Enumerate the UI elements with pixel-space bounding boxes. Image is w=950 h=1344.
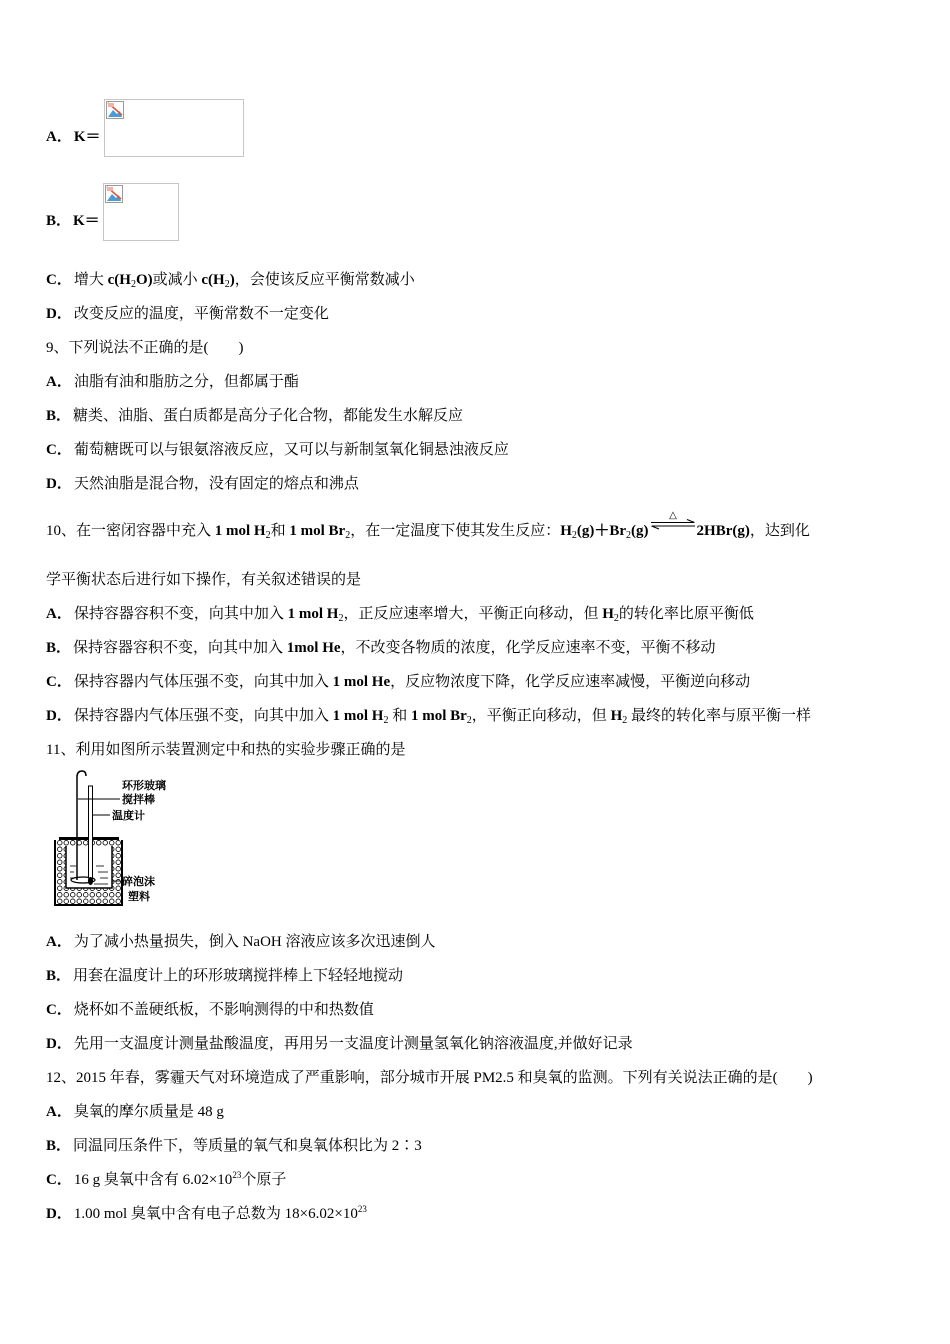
broken-image-icon bbox=[106, 101, 124, 119]
option-text bbox=[74, 272, 415, 288]
text-run: 油脂有油和脂肪之分，但都属于酯 bbox=[73, 374, 299, 390]
option-text bbox=[73, 640, 716, 656]
option-text bbox=[74, 374, 299, 390]
bold-text: K＝ bbox=[73, 129, 101, 145]
q12-option-d bbox=[46, 1204, 367, 1224]
q9-option-a bbox=[46, 372, 299, 392]
option-label: C． bbox=[46, 272, 72, 288]
option-label: D． bbox=[46, 1036, 72, 1052]
subscript: 2 bbox=[466, 715, 472, 726]
option-label: B． bbox=[46, 408, 72, 424]
bold-text: c(H bbox=[201, 272, 225, 288]
question-stem bbox=[46, 1070, 813, 1086]
subscript: 2 bbox=[224, 279, 230, 290]
option-label: C． bbox=[46, 1002, 72, 1018]
option-label: D． bbox=[46, 708, 72, 724]
q12-option-c bbox=[46, 1170, 286, 1190]
text-run: ，平衡正向移动，但 bbox=[471, 708, 611, 724]
subscript: 2 bbox=[130, 279, 136, 290]
figure-label-stirring-rod: 搅拌棒 bbox=[122, 794, 155, 806]
text-run: 或减小 bbox=[152, 272, 202, 288]
text-run: 11、利用如图所示装置测定中和热的实验步骤正确的是 bbox=[46, 742, 406, 758]
text-run: 16 g 臭氧中含有 6.02×10 bbox=[73, 1172, 233, 1188]
option-text bbox=[74, 674, 750, 690]
text-run: 个原子 bbox=[241, 1172, 287, 1188]
text-run: 保持容器容积不变，向其中加入 bbox=[73, 640, 287, 656]
option-label: D． bbox=[46, 476, 72, 492]
text-run: 最终的转化率与原平衡一样 bbox=[627, 708, 811, 724]
option-text bbox=[73, 1138, 422, 1154]
option-label: A． bbox=[46, 374, 72, 390]
text-run: 保持容器内气体压强不变，向其中加入 bbox=[73, 674, 333, 690]
option-label: C． bbox=[46, 1172, 72, 1188]
formula-image-a bbox=[104, 99, 244, 157]
question-stem bbox=[46, 572, 361, 588]
figure-label-plastic: 塑料 bbox=[128, 891, 150, 903]
option-label: C． bbox=[46, 674, 72, 690]
text-run: 1.00 mol 臭氧中含有电子总数为 18×6.02×10 bbox=[73, 1206, 358, 1222]
option-text bbox=[74, 442, 509, 458]
text-run: 烧杯如不盖硬纸板，不影响测得的中和热数值 bbox=[73, 1002, 374, 1018]
q12-option-a bbox=[46, 1102, 224, 1122]
option-text bbox=[74, 476, 359, 492]
q9-option-d bbox=[46, 474, 359, 494]
bold-text: c(H bbox=[107, 272, 131, 288]
subscript: 2 bbox=[345, 530, 351, 541]
q10-option-d bbox=[46, 706, 811, 726]
text-run: 增大 bbox=[73, 272, 108, 288]
text-run: 改变反应的温度，平衡常数不一定变化 bbox=[73, 306, 329, 322]
bold-text: 1 mol He bbox=[332, 674, 391, 690]
option-label: A． bbox=[46, 934, 72, 950]
q9-option-b bbox=[46, 406, 463, 426]
bold-text: 1 mol Br bbox=[289, 523, 346, 539]
option-text bbox=[74, 1172, 286, 1188]
text-run: 为了减小热量损失，倒入 NaOH 溶液应该多次迅速倒人 bbox=[73, 934, 436, 950]
option-label: D． bbox=[46, 306, 72, 322]
option-label: B． bbox=[46, 968, 72, 984]
text-run: 臭氧的摩尔质量是 48 g bbox=[73, 1104, 224, 1120]
subscript: 2 bbox=[571, 530, 577, 541]
thermometer bbox=[89, 786, 93, 878]
text-run: 的转化率比原平衡低 bbox=[618, 606, 754, 622]
bold-text: 1 mol H bbox=[332, 708, 384, 724]
q9-option-c bbox=[46, 440, 509, 460]
q11-stem bbox=[46, 740, 405, 760]
text-run: 9、下列说法不正确的是( ) bbox=[46, 340, 244, 356]
option-text bbox=[74, 606, 754, 622]
q12-stem bbox=[46, 1068, 813, 1088]
text-run: 10、在一密闭容器中充入 bbox=[46, 523, 215, 539]
text-run: 保持容器内气体压强不变，向其中加入 bbox=[73, 708, 333, 724]
option-label: C． bbox=[46, 442, 72, 458]
subscript: 2 bbox=[613, 613, 619, 624]
text-run: 天然油脂是混合物，没有固定的熔点和沸点 bbox=[73, 476, 359, 492]
bold-text: O) bbox=[135, 272, 153, 288]
text-run: 用套在温度计上的环形玻璃搅拌棒上下轻轻地搅动 bbox=[73, 968, 404, 984]
option-text bbox=[74, 934, 436, 950]
question-stem-continued bbox=[697, 523, 810, 539]
text-run: 糖类、油脂、蛋白质都是高分子化合物，都能发生水解反应 bbox=[73, 408, 464, 424]
option-text bbox=[73, 968, 403, 984]
question-stem bbox=[46, 742, 405, 758]
q10-option-c bbox=[46, 672, 750, 692]
bold-text: 1mol He bbox=[286, 640, 341, 656]
thermometer-bulb bbox=[88, 877, 93, 885]
bold-text: ) bbox=[229, 272, 235, 288]
q10-option-b bbox=[46, 638, 716, 658]
bold-text: (g)＋Br bbox=[576, 523, 627, 539]
broken-image-icon bbox=[105, 185, 123, 203]
text-run: 12、2015 年春，雾霾天气对环境造成了严重影响，部分城市开展 PM2.5 和臭氧的监测。下列有关说法正确的是( ) bbox=[46, 1070, 813, 1086]
bold-text: 1 mol H bbox=[214, 523, 266, 539]
bold-text: 2HBr(g) bbox=[696, 523, 750, 539]
text-run: 葡萄糖既可以与银氨溶液反应，又可以与新制氢氧化铜悬浊液反应 bbox=[73, 442, 509, 458]
q11-option-d bbox=[46, 1034, 633, 1054]
bold-text: K＝ bbox=[73, 213, 100, 229]
text-run: ，正反应速率增大，平衡正向移动，但 bbox=[343, 606, 603, 622]
bold-text: 1 mol H bbox=[287, 606, 339, 622]
q10-stem-line1 bbox=[46, 510, 810, 541]
text-run: 保持容器容积不变，向其中加入 bbox=[73, 606, 288, 622]
q11-option-a bbox=[46, 932, 436, 952]
text-run: ，达到化 bbox=[749, 523, 810, 539]
text-run: 同温同压条件下，等质量的氧气和臭氧体积比为 2∶3 bbox=[73, 1138, 422, 1154]
option-text bbox=[74, 1002, 374, 1018]
option-label: B． bbox=[46, 213, 72, 229]
reversible-arrow-graphic bbox=[649, 511, 697, 539]
q8-option-a bbox=[46, 127, 101, 147]
option-text bbox=[74, 129, 101, 145]
subscript: 2 bbox=[338, 613, 344, 624]
heat-condition-symbol: △ bbox=[668, 510, 677, 521]
option-label: A． bbox=[46, 1104, 72, 1120]
reversible-arrow bbox=[649, 510, 697, 535]
option-text bbox=[73, 408, 463, 424]
q9-stem bbox=[46, 338, 244, 358]
option-label: B． bbox=[46, 1138, 72, 1154]
question-stem bbox=[46, 340, 244, 356]
option-label: B． bbox=[46, 640, 72, 656]
option-text bbox=[74, 306, 329, 322]
q8-option-d bbox=[46, 304, 329, 324]
text-run: ，不改变各物质的浓度，化学反应速率不变，平衡不移动 bbox=[340, 640, 716, 656]
figure-label-thermometer: 温度计 bbox=[112, 810, 145, 822]
text-run: 和 bbox=[388, 708, 411, 724]
superscript: 23 bbox=[357, 1204, 367, 1214]
q8-option-c bbox=[46, 270, 415, 290]
icon-corner bbox=[107, 187, 113, 191]
subscript: 2 bbox=[622, 715, 628, 726]
bold-text: 1 mol Br bbox=[410, 708, 467, 724]
bold-text: (g) bbox=[631, 523, 649, 539]
text-run: 和 bbox=[270, 523, 290, 539]
q10-option-a bbox=[46, 604, 754, 624]
figure-label-ring-glass: 环形玻璃 bbox=[122, 780, 166, 792]
superscript: 23 bbox=[232, 1170, 242, 1180]
bold-text: H bbox=[610, 708, 623, 724]
option-text bbox=[74, 1104, 224, 1120]
text-run: 先用一支温度计测量盐酸温度，再用另一支温度计测量氢氧化钠溶液温度,并做好记录 bbox=[73, 1036, 633, 1052]
option-label: A． bbox=[46, 129, 72, 145]
option-text bbox=[74, 708, 811, 724]
q11-option-c bbox=[46, 1000, 374, 1020]
question-stem bbox=[46, 523, 649, 539]
q11-option-b bbox=[46, 966, 403, 986]
subscript: 2 bbox=[626, 530, 632, 541]
subscript: 2 bbox=[383, 715, 389, 726]
text-run: 学平衡状态后进行如下操作，有关叙述错误的是 bbox=[46, 572, 362, 588]
calorimeter-apparatus-figure bbox=[50, 768, 170, 910]
option-label: A． bbox=[46, 606, 72, 622]
bold-text: H bbox=[560, 523, 572, 539]
option-text bbox=[73, 213, 100, 229]
q10-stem-line2 bbox=[46, 570, 361, 590]
icon-corner bbox=[108, 103, 114, 107]
q8-option-b bbox=[46, 211, 100, 231]
text-run: ，会使该反应平衡常数减小 bbox=[234, 272, 415, 288]
text-run: ，在一定温度下使其发生反应： bbox=[350, 523, 561, 539]
option-text bbox=[74, 1206, 367, 1222]
subscript: 2 bbox=[265, 530, 271, 541]
bold-text: H bbox=[602, 606, 614, 622]
option-label: D． bbox=[46, 1206, 72, 1222]
text-run: ，反应物浓度下降，化学反应速率减慢，平衡逆向移动 bbox=[390, 674, 751, 690]
figure-label-crushed-foam: 碎泡沫 bbox=[122, 876, 155, 888]
formula-image-b bbox=[103, 183, 179, 241]
option-text bbox=[74, 1036, 633, 1052]
q12-option-b bbox=[46, 1136, 422, 1156]
